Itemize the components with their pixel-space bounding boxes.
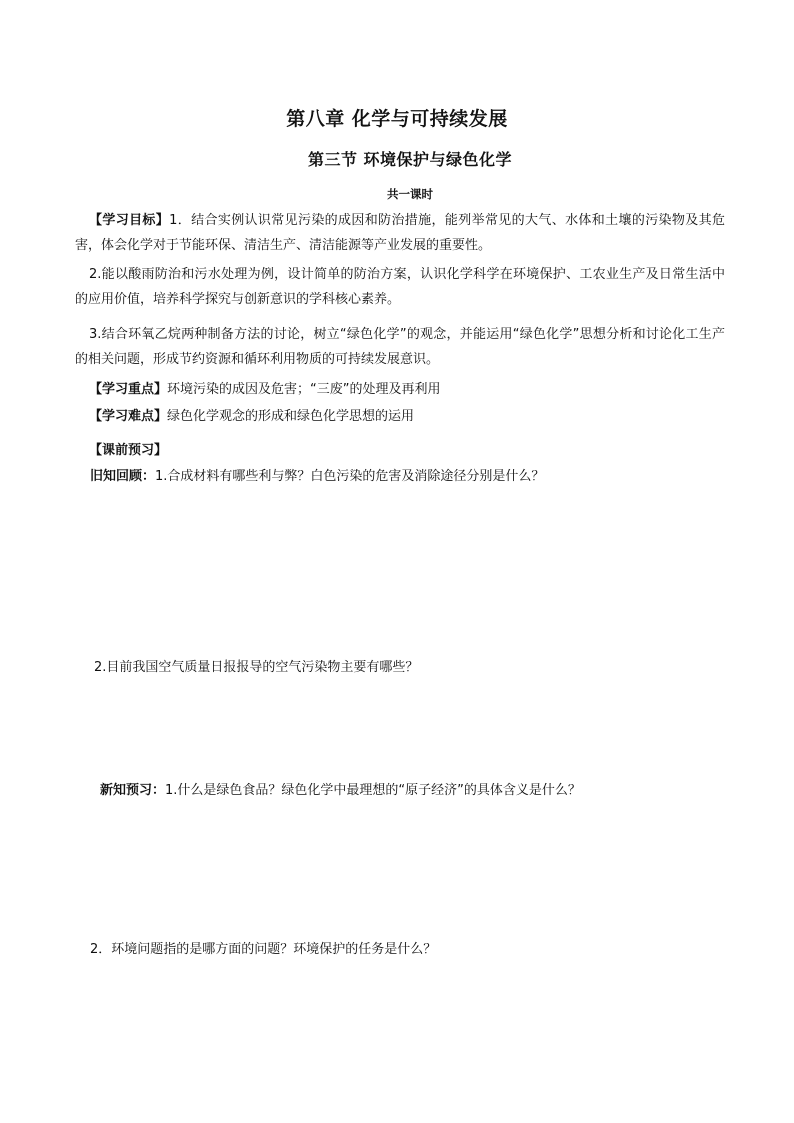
key-points	[89, 380, 441, 400]
new-label: 新知预习：	[100, 783, 166, 798]
objective-1	[75, 208, 725, 258]
key-points-tag: 【学习重点】	[89, 382, 168, 397]
objectives-tag: 【学习目标】	[89, 213, 170, 228]
objective-1-text: 1．结合实例认识常见污染的成因和防治措施，能列举常见的大气、水体和土壤的污染物及其危害，体会化学对于节能环保、清洁生产、清洁能源等产业发展的重要性。	[75, 213, 725, 253]
chapter-title: 第八章 化学与可持续发展	[286, 108, 508, 130]
objective-2: 2.能以酸雨防治和污水处理为例，设计简单的防治方案，认识化学科学在环境保护、工农业生产及日常生活中的应用价值，培养科学探究与创新意识的学科核心素养。	[75, 267, 725, 307]
review-question-1	[90, 467, 544, 487]
new-question-1-text: 1.什么是绿色食品？绿色化学中最理想的“原子经济”的具体含义是什么？	[165, 783, 581, 798]
difficulties-tag: 【学习难点】	[89, 409, 168, 424]
new-question-1	[100, 781, 581, 801]
preview-heading: 【课前预习】	[89, 443, 168, 458]
review-question-1-text: 1.合成材料有哪些利与弊？白色污染的危害及消除途径分别是什么？	[155, 469, 545, 484]
difficulties	[89, 407, 414, 427]
difficulties-text: 绿色化学观念的形成和绿色化学思想的运用	[167, 409, 415, 424]
review-question-2: 2.目前我国空气质量日报报导的空气污染物主要有哪些？	[94, 660, 419, 675]
key-points-text: 环境污染的成因及危害；“三废”的处理及再利用	[167, 382, 441, 397]
objective-3: 3.结合环氧乙烷两种制备方法的讨论，树立“绿色化学”的观念，并能运用“绿色化学”思想分析和讨论化工生产的相关问题，形成节约资源和循环利用物质的可持续发展意识。	[75, 327, 725, 367]
lesson-note: 共一课时	[387, 187, 433, 201]
review-label: 旧知回顾：	[90, 469, 156, 484]
new-question-2: 2．环境问题指的是哪方面的问题？环境保护的任务是什么？	[90, 942, 437, 957]
section-title: 第三节 环境保护与绿色化学	[307, 150, 513, 169]
